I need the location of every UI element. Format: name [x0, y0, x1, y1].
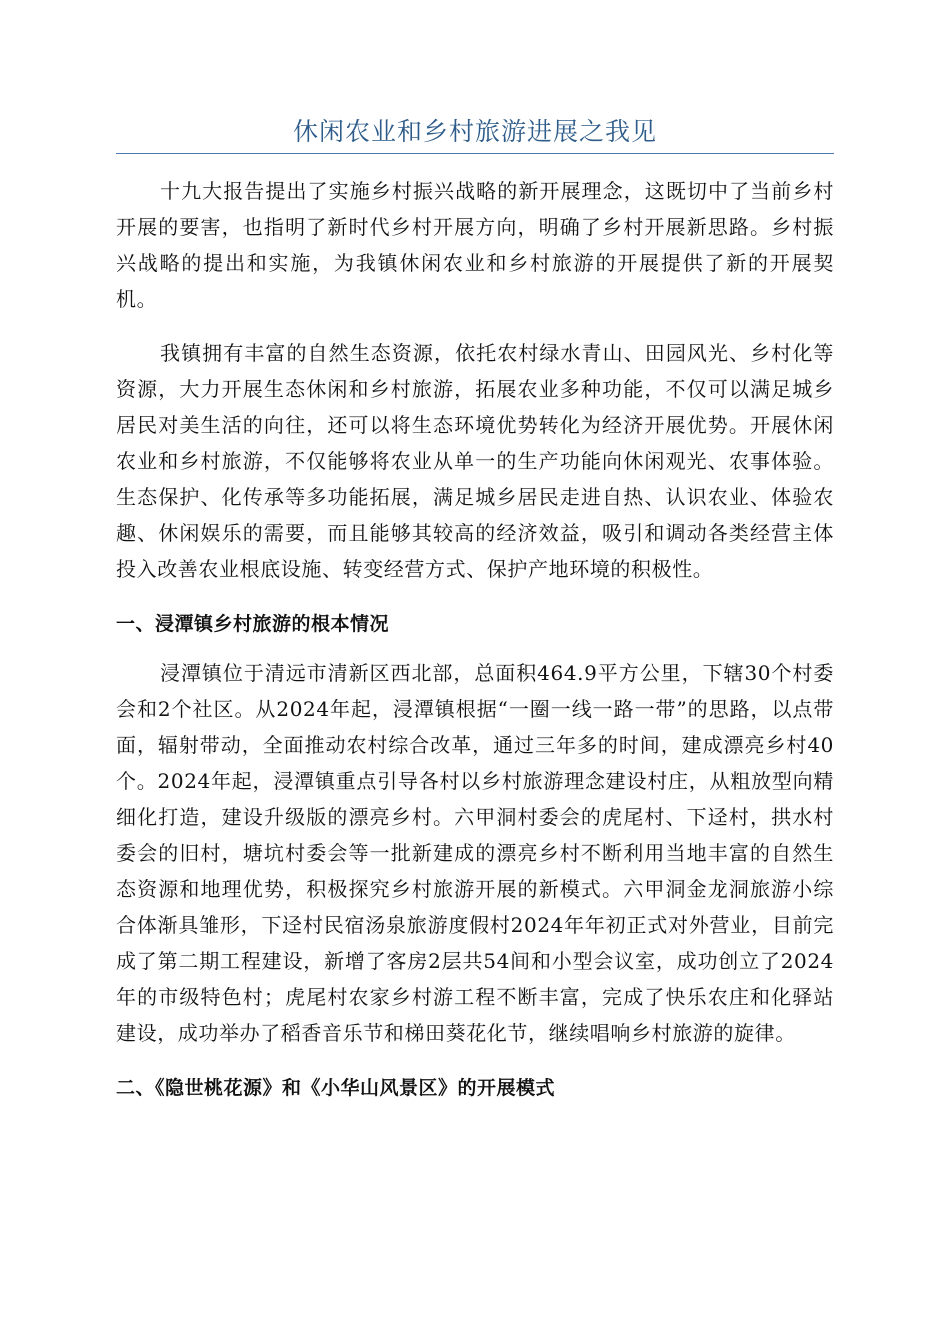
document-body: [116, 173, 834, 1103]
paragraph-resources: 我镇拥有丰富的自然生态资源，依托农村绿水青山、田园风光、乡村化等资源，大力开展生态休闲和乡村旅游，拓展农业多种功能，不仅可以满足城乡居民对美生活的向往，还可以将生态环境优势转化为经济开展优势。开展休闲农业和乡村旅游，不仅能够将农业从单一的生产功能向休闲观光、农事体验。生态保护、化传承等多功能拓展，满足城乡居民走进自热、认识农业、体验农趣、休闲娱乐的需要，而且能够其较高的经济效益，吸引和调动各类经营主体投入改善农业根底设施、转变经营方式、保护产地环境的积极性。: [116, 341, 834, 581]
document-title: 休闲农业和乡村旅游进展之我见: [292, 117, 657, 146]
section-heading-2: 二、《隐世桃花源》和《小华山风景区》的开展模式: [116, 1077, 556, 1099]
paragraph-town-overview: 浸潭镇位于清远市清新区西北部，总面积464.9平方公里，下辖30个村委会和2个社区。从2024年起，浸潭镇根据“一圈一线一路一带”的思路，以点带面，辐射带动，全面推动农村综合改革，通过三年多的时间，建成漂亮乡村40个。2024年起，浸潭镇重点引导各村以乡村旅游理念建设村庄，从粗放型向精细化打造，建设升级版的漂亮乡村。六甲洞村委会的虎尾村、下迳村，拱水村委会的旧村，塘坑村委会等一批新建成的漂亮乡村不断利用当地丰富的自然生态资源和地理优势，积极探究乡村旅游开展的新模式。六甲洞金龙洞旅游小综合体渐具雏形，下迳村民宿汤泉旅游度假村2024年年初正式对外营业，目前完成了第二期工程建设，新增了客房2层共54间和小型会议室，成功创立了2024年的市级特色村；虎尾村农家乡村游工程不断丰富，完成了快乐农庄和化驿站建设，成功举办了稻香音乐节和梯田葵花化节，继续唱响乡村旅游的旋律。: [116, 661, 834, 1045]
title-underline: [116, 153, 834, 154]
section-heading-1: 一、浸潭镇乡村旅游的根本情况: [116, 613, 390, 635]
paragraph-intro: 十九大报告提出了实施乡村振兴战略的新开展理念，这既切中了当前乡村开展的要害，也指明了新时代乡村开展方向，明确了乡村开展新思路。乡村振兴战略的提出和实施，为我镇休闲农业和乡村旅游的开展提供了新的开展契机。: [116, 179, 834, 311]
